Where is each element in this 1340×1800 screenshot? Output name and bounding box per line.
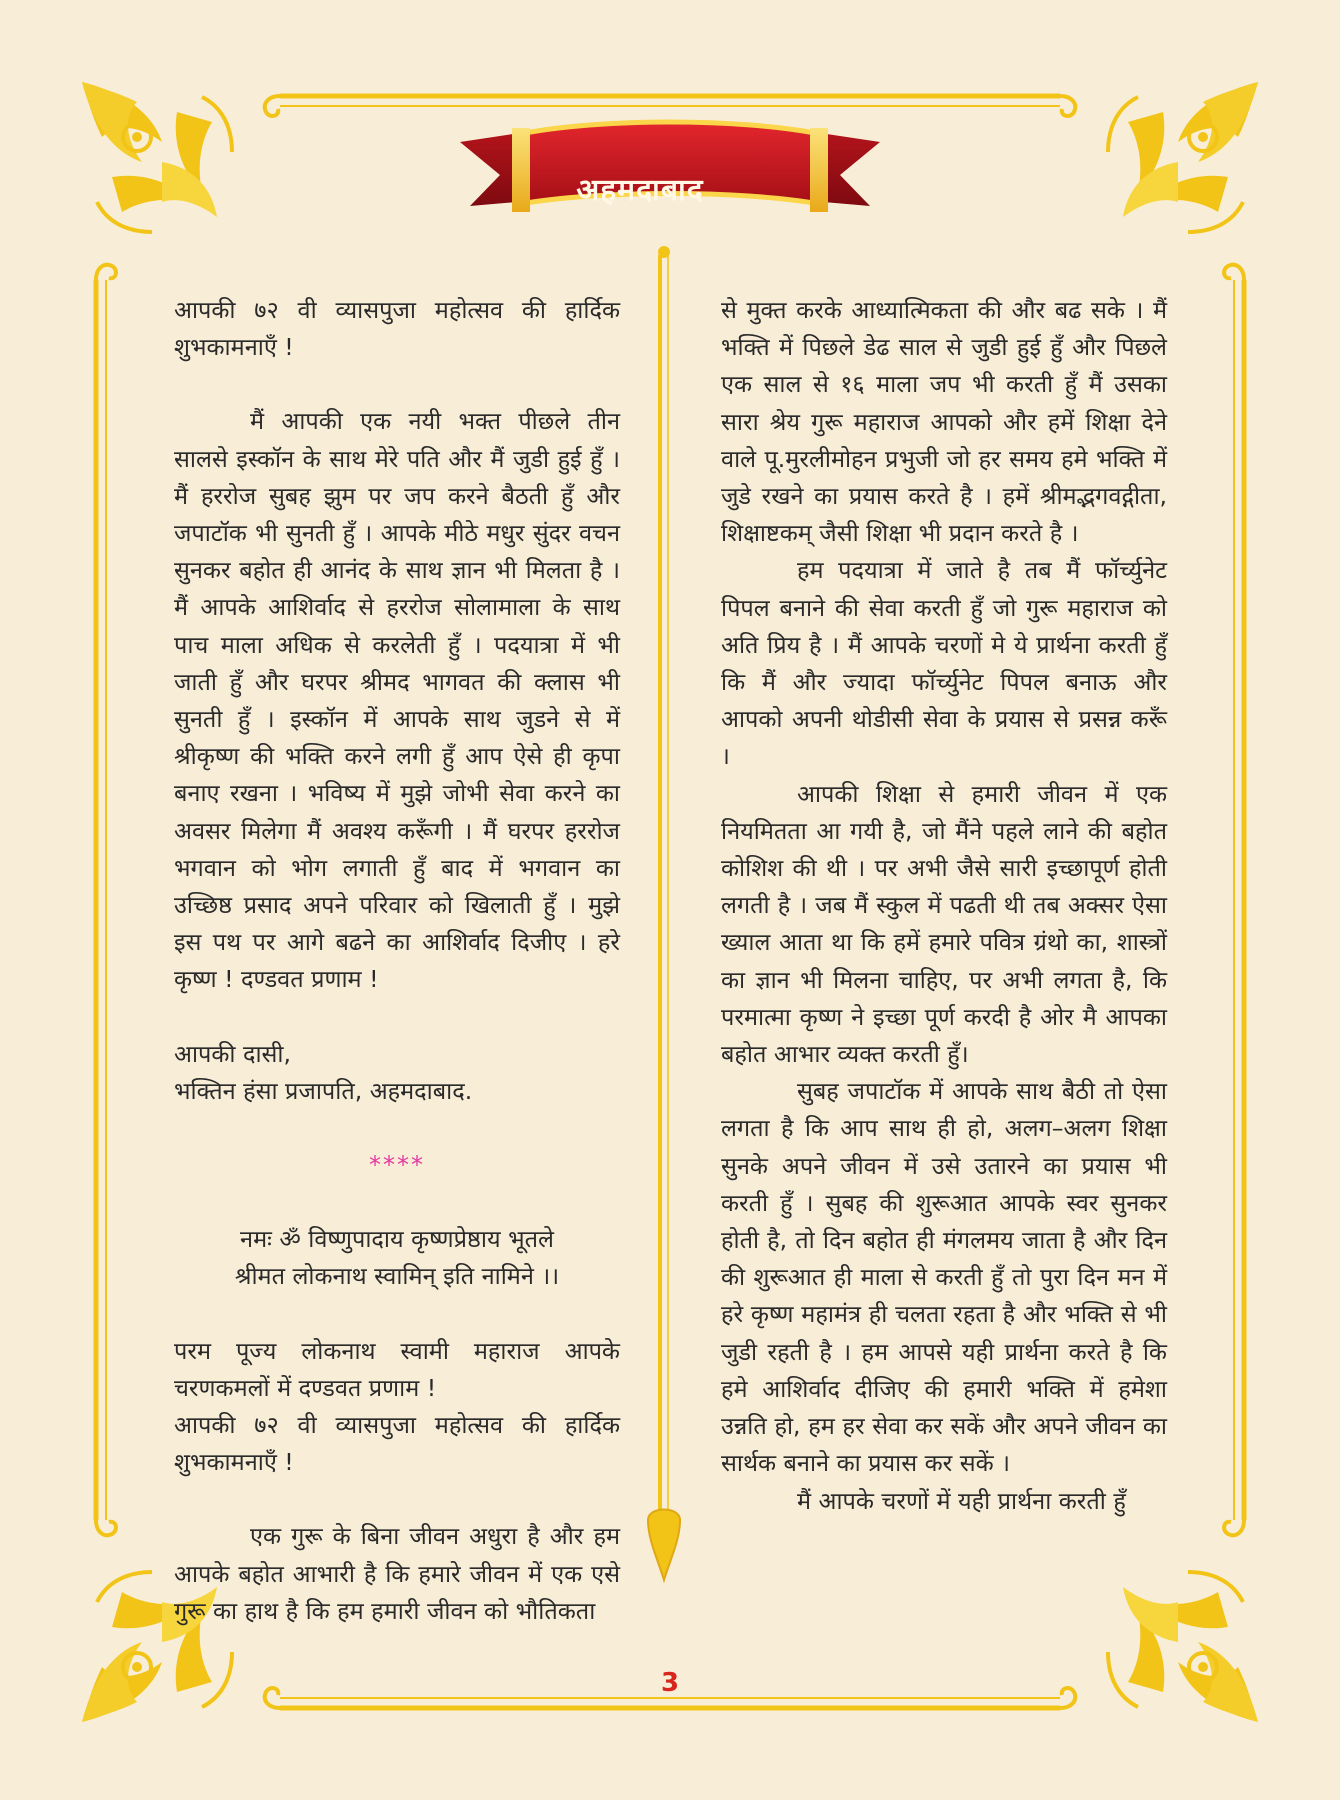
body-paragraph-2: एक गुरू के बिना जीवन अधुरा है और हम आपके बहोत आभारी है कि हमारे जीवन में एक एसे गुरू का हाथ है कि हम हमारी जीवन को भौतिकता [174, 1522, 620, 1625]
body-paragraph: मैं आपकी एक नयी भक्त पीछले तीन सालसे इस्कॉन के साथ मेरे पति और मैं जुडी हुई हुँ । मैं हररोज सुबह झुम पर जप करने बैठती हुँ और जपाटॉक भी सुनती हुँ । आपके मीठे मधुर सुंदर वचन सुनकर बहोत ही आनंद के साथ ज्ञान भी मिलता है । मैं आपके आशिर्वाद से हररोज सोलामाला के साथ पाच माला अधिक से करलेती हुँ । पदयात्रा में भी जाती हुँ और घरपर श्रीमद भागवत की क्लास भी सुनती हुँ । इस्कॉन में आपके साथ जुडने से में श्रीकृष्ण की भक्ति करने लगी हुँ आप ऐसे ही कृपा बनाए रखना । भविष्य में मुझे जोभी सेवा करने का अवसर मिलेगा मैं अवश्य करूँगी । मैं घरपर हररोज भगवान को भोग लगाती हुँ बाद में भगवान का उच्छिष्ठ प्रसाद अपने परिवार को खिलाती हुँ । मुझे इस पथ पर आगे बढने का आशिर्वाद दिजीए । हरे कृष्ण ! दण्डवत प्रणाम ! [174, 407, 620, 994]
right-column [721, 292, 1167, 1520]
separator-stars: **** [369, 1151, 425, 1180]
closing-line: आपकी दासी, [174, 1039, 291, 1068]
left-column [174, 292, 620, 1630]
body-paragraph-5: सुबह जपाटॉक में आपके साथ बैठी तो ऐसा लगता है कि आप साथ ही हो, अलग–अलग शिक्षा सुनके अपने जीवन में उसे उतारने का प्रयास भी करती हुँ । सुबह की शुरूआत आपके स्वर सुनकर होती है, तो दिन बहोत ही मंगलमय जाता है और दिन की शुरूआत ही माला से करती हुँ तो पुरा दिन मन में हरे कृष्ण महामंत्र ही चलता रहता है और भक्ति से भी जुडी रहती है । हम आपसे यही प्रार्थना करते है कि हमे आशिर्वाद दीजिए की हमारी भक्ति में हमेशा उन्नति हो, हम हर सेवा कर सकें और अपने जीवन का सार्थक बनाने का प्रयास कर सकें । [721, 1077, 1167, 1478]
body-paragraph-4: आपकी शिक्षा से हमारी जीवन में एक नियमितता आ गयी है, जो मैंने पहले लाने की बहोत कोशिश की थी । पर अभी जैसे सारी इच्छापूर्ण होती लगती है । जब मैं स्कुल में पढती थी तब अक्सर ऐसा ख्याल आता था कि हमें हमारे पवित्र ग्रंथो का, शास्त्रों का ज्ञान भी मिलना चाहिए, पर अभी लगता है, कि परमात्मा कृष्ण ने इच्छा पूर्ण करदी है ओर मै आपका बहोत आभार व्यक्त करती हुँ। [721, 779, 1167, 1069]
center-divider [648, 246, 680, 1580]
body-paragraph-3: हम पदयात्रा में जाते है तब मैं फॉर्च्युनेट पिपल बनाने की सेवा करती हुँ जो गुरू महाराज को अति प्रिय है । मैं आपके चरणों मे ये प्रार्थना करती हुँ कि मैं और ज्यादा फॉर्च्युनेट पिपल बनाऊ और आपको अपनी थोडीसी सेवा के प्रयास से प्रसन्न करूँ । [721, 556, 1167, 771]
body-paragraph-6: मैं आपके चरणों में यही प्रार्थना करती हुँ [797, 1486, 1126, 1515]
mantra-line-2: श्रीमत लोकनाथ स्वामिन् इति नामिने ।। [234, 1262, 560, 1291]
mantra-line-1: नमः ॐ विष्णुपादाय कृष्णप्रेष्ठाय भूतले [240, 1225, 554, 1254]
greeting-paragraph-2: आपकी ७२ वी व्यासपुजा महोत्सव की हार्दिक शुभकामनाएँ ! [174, 1411, 620, 1477]
signature-line: भक्तिन हंसा प्रजापति, अहमदाबाद. [174, 1076, 473, 1105]
greeting-paragraph: आपकी ७२ वी व्यासपुजा महोत्सव की हार्दिक शुभकामनाएँ ! [174, 296, 620, 362]
page-number: 3 [660, 1668, 680, 1698]
continued-paragraph: से मुक्त करके आध्यात्मिकता की और बढ सके । मैं भक्ति में पिछले डेढ साल से जुडी हुई हुँ और पिछले एक साल से १६ माला जप भी करती हुँ मैं उसका सारा श्रेय गुरू महाराज आपको और हमें शिक्षा देने वाले पू.मुरलीमोहन प्रभुजी जो हर समय हमे भक्ति में जुडे रखने का प्रयास करते है । हमें श्रीमद्भगवद्गीता, शिक्षाष्टकम् जैसी शिक्षा भी प्रदान करते है । [721, 296, 1167, 548]
page-title: अहमदाबाद [576, 173, 704, 208]
salutation-paragraph: परम पूज्य लोकनाथ स्वामी महाराज आपके चरणकमलों में दण्डवत प्रणाम ! [174, 1336, 620, 1402]
